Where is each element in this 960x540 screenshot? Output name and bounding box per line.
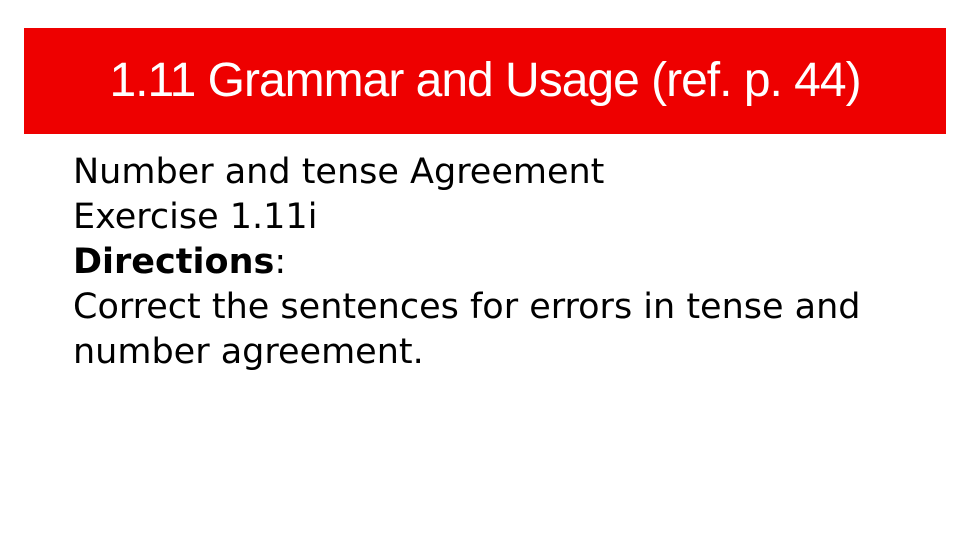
slide-title: 1.11 Grammar and Usage (ref. p. 44) [109, 54, 861, 107]
directions-colon: : [274, 242, 287, 282]
directions-line [73, 240, 933, 285]
directions-label: Directions [73, 242, 275, 282]
title-bar [24, 28, 946, 134]
slide-body [73, 150, 933, 375]
topic-line: Number and tense Agreement [73, 152, 605, 192]
instruction-line: Correct the sentences for errors in tense and number agreement. [73, 287, 861, 372]
exercise-line: Exercise 1.11i [73, 197, 318, 237]
